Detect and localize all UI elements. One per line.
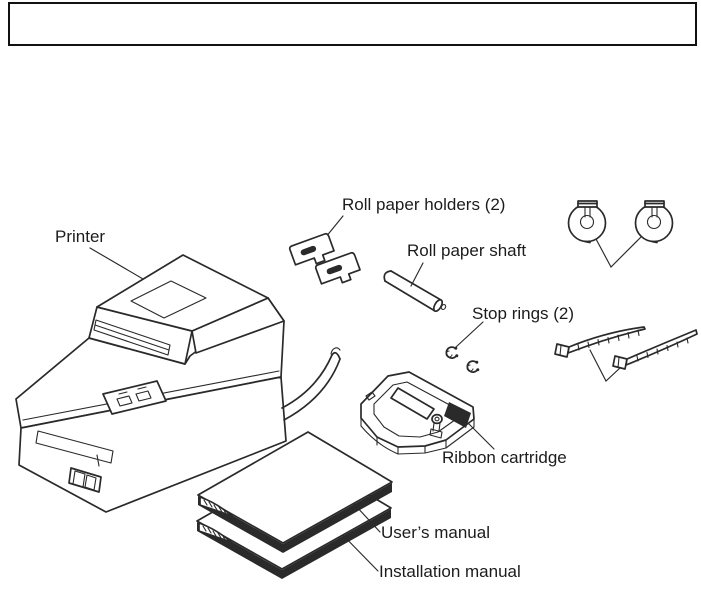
paper-roll (569, 201, 606, 243)
roll-paper-shaft-label: Roll paper shaft (407, 241, 527, 260)
paper-roll (636, 201, 673, 243)
stop-ring (446, 347, 458, 358)
stop-ring (467, 361, 479, 372)
power-cable (282, 348, 340, 420)
cable-tie (555, 327, 645, 357)
users-manual-label: User’s manual (381, 523, 490, 542)
ribbon-cartridge-illustration (361, 372, 494, 454)
roll-paper-holders-illustration (289, 216, 362, 289)
cable-ties-illustration (555, 327, 697, 381)
installation-manual-label: Installation manual (379, 562, 521, 581)
stop-rings-leader-line (456, 322, 483, 347)
ribbon-cartridge-label: Ribbon cartridge (442, 448, 567, 467)
cable-tie (613, 330, 697, 369)
paper-rolls-illustration (569, 201, 673, 267)
stop-rings-illustration (446, 322, 483, 372)
roll-paper-shaft-illustration (384, 263, 446, 313)
stop-rings-label: Stop rings (2) (472, 304, 575, 323)
roll-paper-holders-label: Roll paper holders (2) (342, 195, 506, 214)
roll-paper-shaft-leader-line (411, 263, 423, 286)
printer-label: Printer (55, 227, 106, 246)
paper-rolls-leader-line (596, 236, 642, 267)
